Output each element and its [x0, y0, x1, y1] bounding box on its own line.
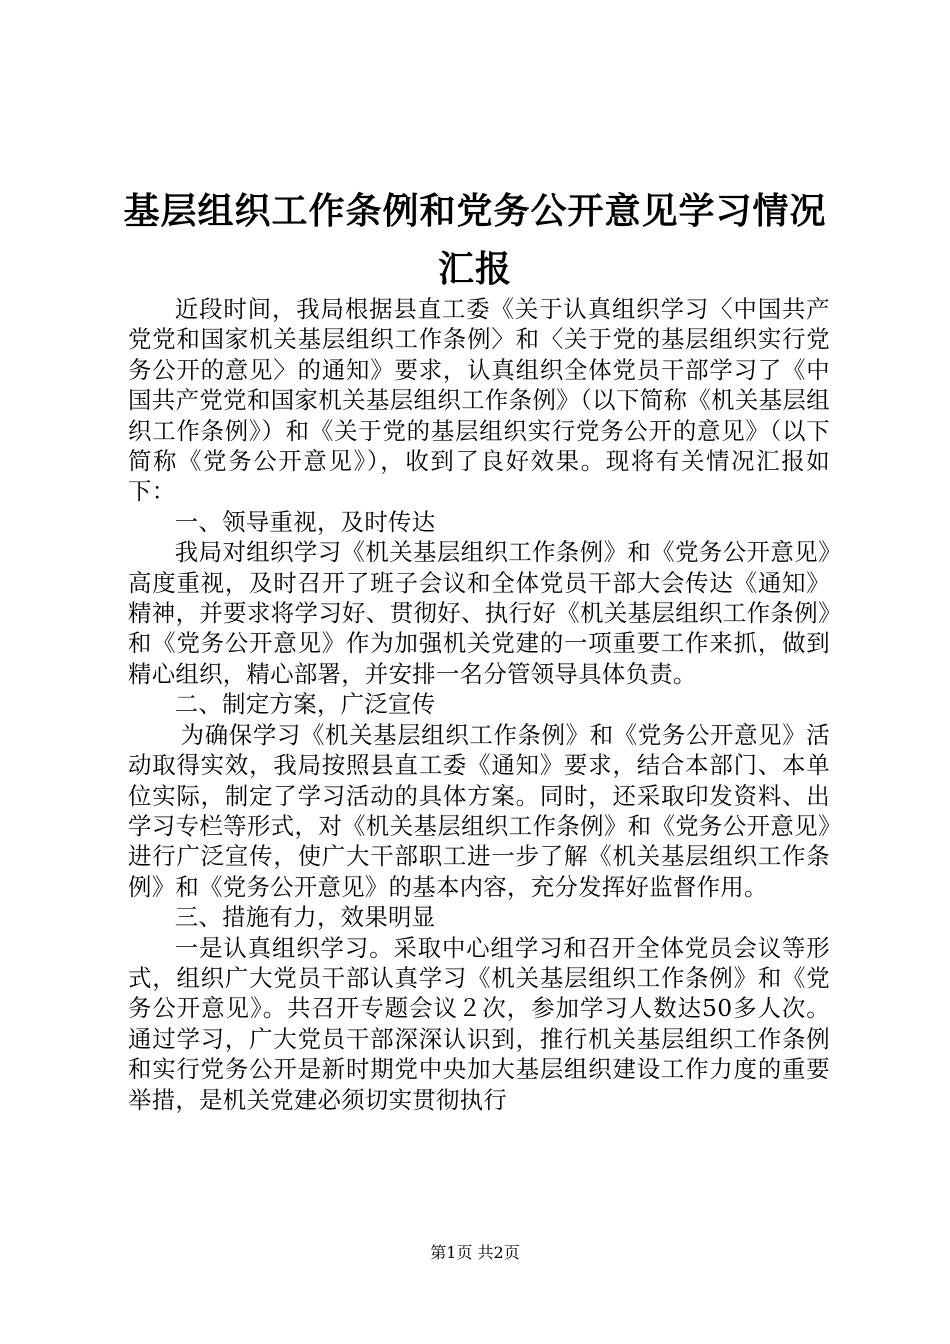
section-heading-1: 一、领导重视，及时传达 [174, 507, 436, 536]
section-heading-3: 三、措施有力，效果明显 [174, 903, 436, 932]
section-paragraph-1: 我局对组织学习《机关基层组织工作条例》和《党务公开意见》高度重视，及时召开了班子会议和全体党员干部大会传达《通知》精神，并要求将学习好、贯彻好、执行好《机关基层组织工作条例》和《党务公开意见》作为加强机关党建的一项重要工作来抓，做到精心组织，精心部署，并安排一名分管领导具体负责。 [128, 538, 830, 688]
section-paragraph-2: 为确保学习《机关基层组织工作条例》和《党务公开意见》活动取得实效，我局按照县直工委《通知》要求，结合本部门、本单位实际，制定了学习活动的具体方案。同时，还采取印发资料、出学习专栏等形式，对《机关基层组织工作条例》和《党务公开意见》进行广泛宣传，使广大干部职工进一步了解《机关基层组织工作条例》和《党务公开意见》的基本内容，充分发挥好监督作用。 [128, 720, 830, 901]
section-heading-2: 二、制定方案，广泛宣传 [174, 690, 436, 719]
intro-paragraph: 近段时间，我局根据县直工委《关于认真组织学习〈中国共产党党和国家机关基层组织工作条例〉和〈关于党的基层组织实行党务公开的意见〉的通知》要求，认真组织全体党员干部学习了《中国共产党党和国家机关基层组织工作条例》（以下简称《机关基层组织工作条例》）和《关于党的基层组织实行党务公开的意见》（以下简称《党务公开意见》），收到了良好效果。现将有关情况汇报如下： [128, 295, 830, 506]
section-paragraph-3: 一是认真组织学习。采取中心组学习和召开全体党员会议等形式，组织广大党员干部认真学习《机关基层组织工作条例》和《党务公开意见》。共召开专题会议２次，参加学习人数达50多人次。通过学习，广大党员干部深深认识到，推行机关基层组织工作条例和实行党务公开是新时期党中央加大基层组织建设工作力度的重要举措，是机关党建必须切实贯彻执行 [128, 933, 830, 1114]
page-number-footer: 第1页 共2页 [430, 1243, 520, 1262]
document-body [128, 294, 830, 1115]
document-title: 基层组织工作条例和党务公开意见学习情况汇报 [123, 190, 827, 291]
